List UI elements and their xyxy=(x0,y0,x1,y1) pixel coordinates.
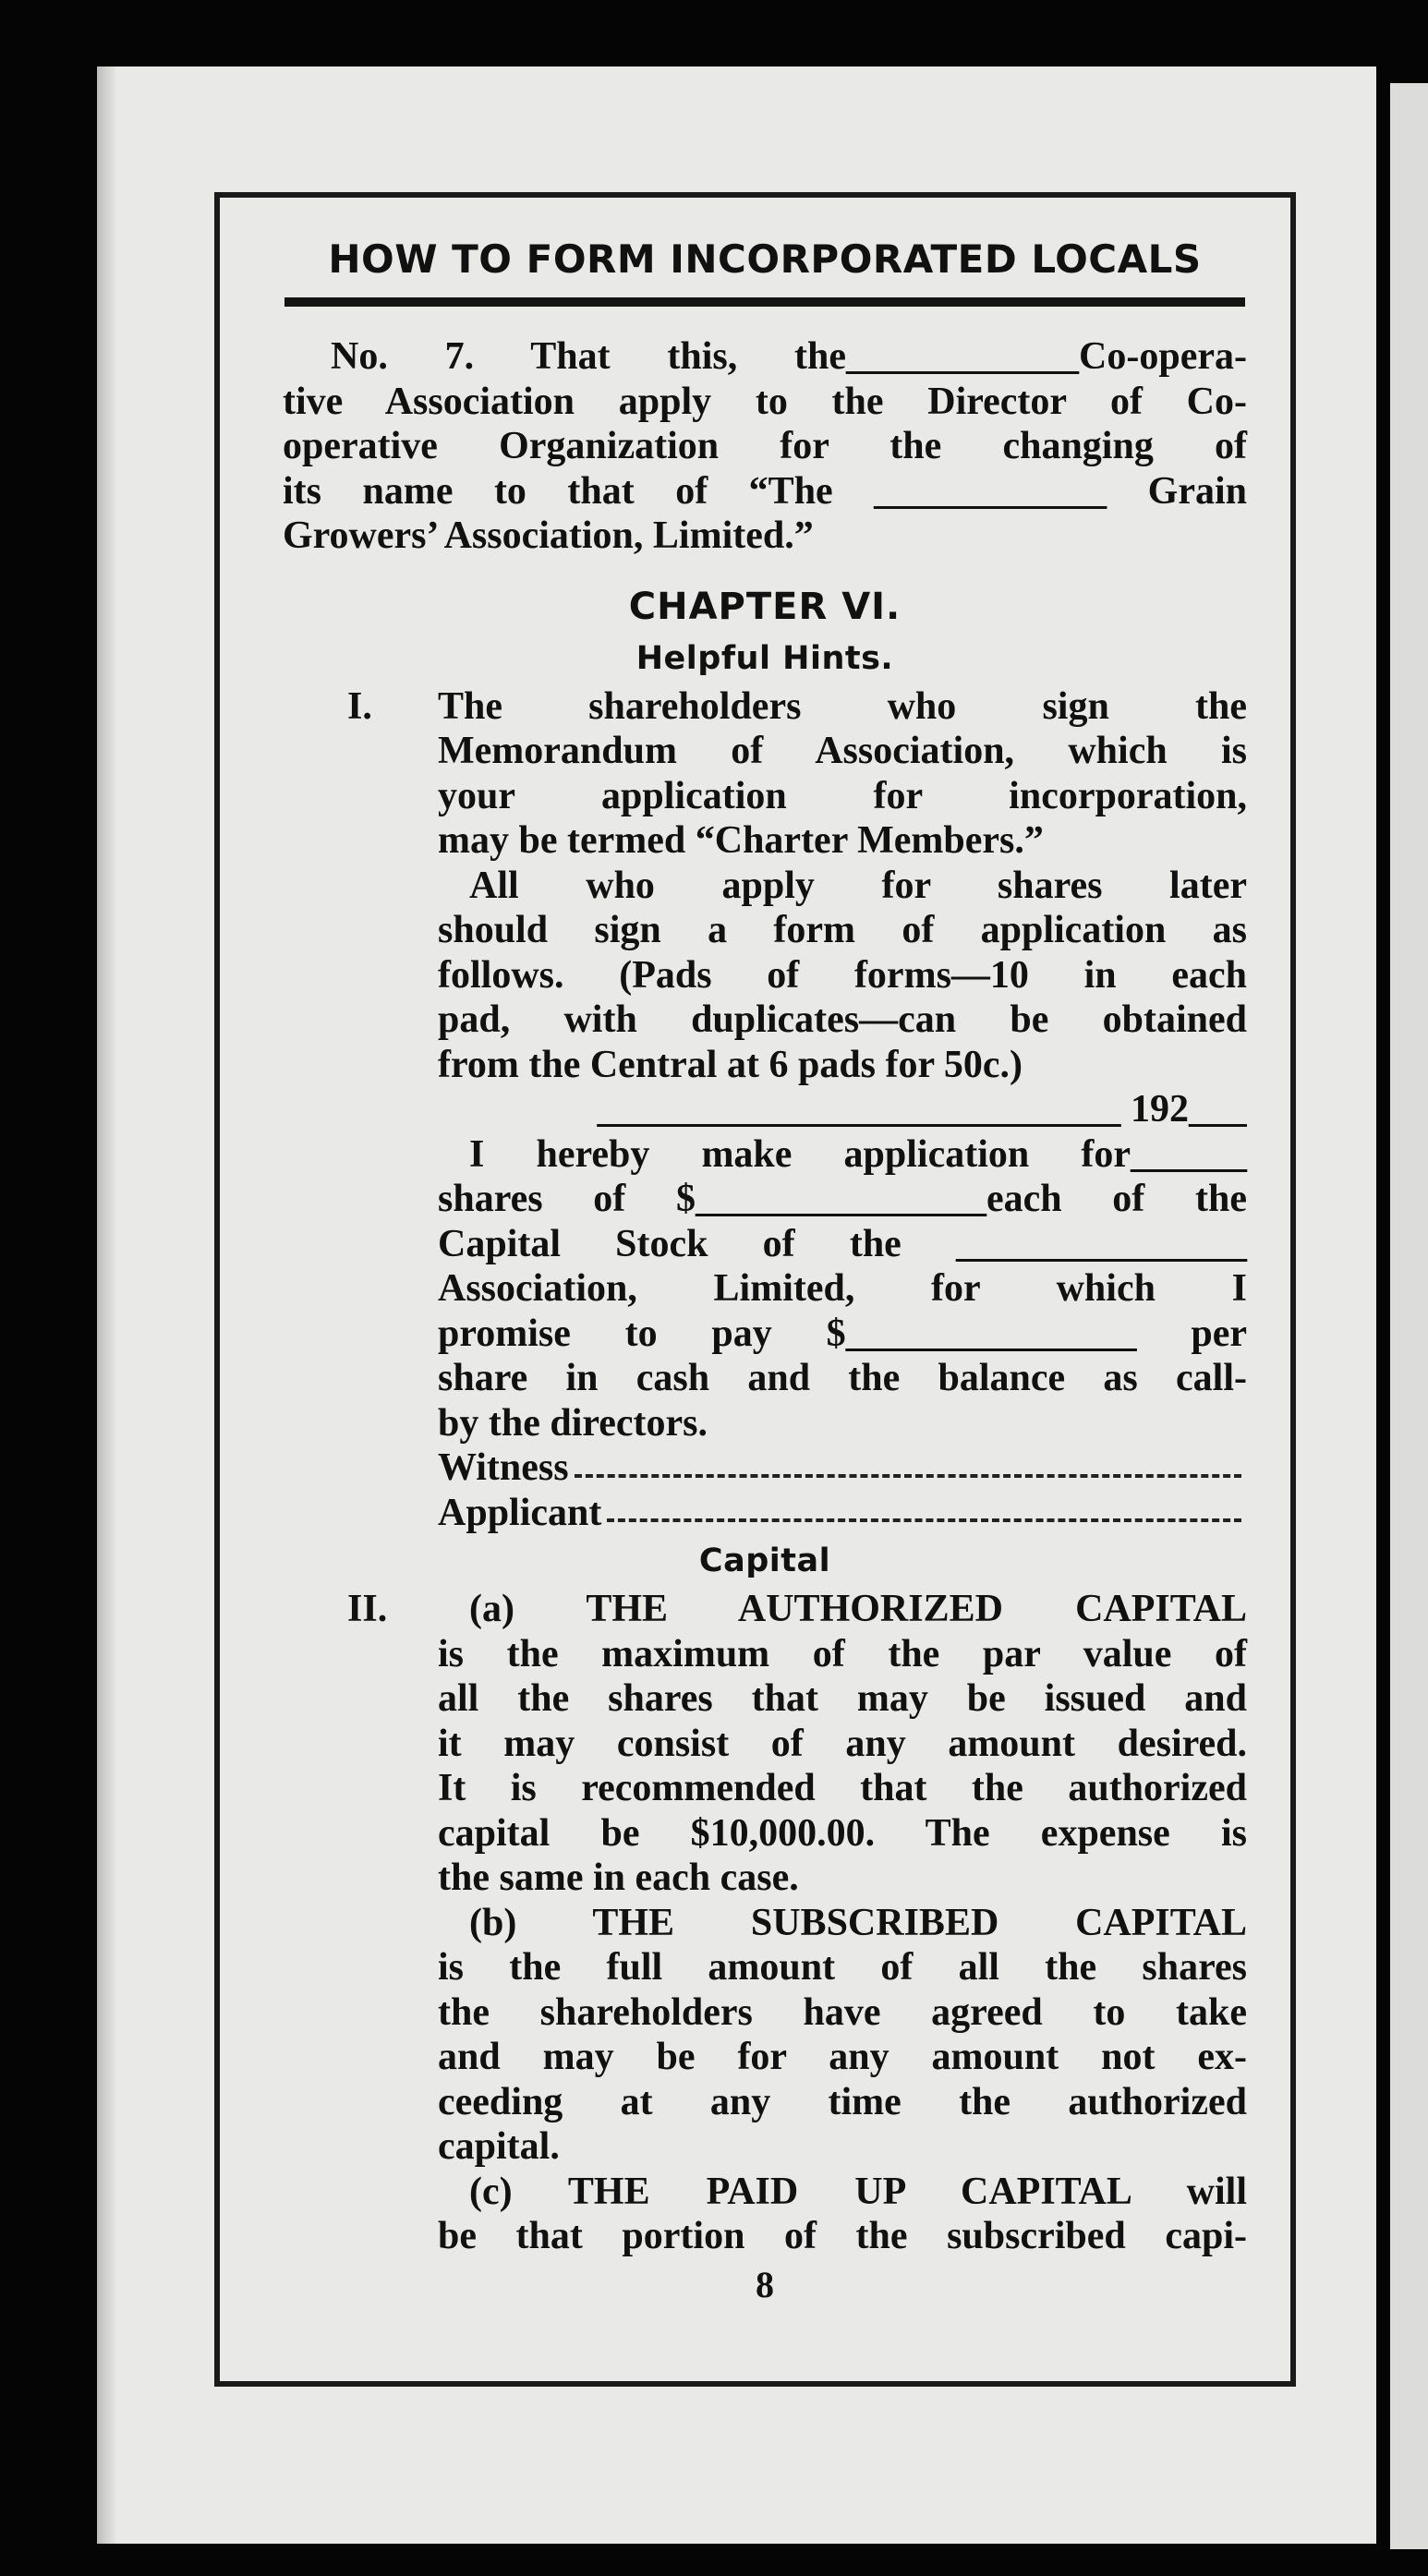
capital-heading: Capital xyxy=(698,1542,831,1579)
section-i xyxy=(283,684,1247,1536)
applicant-label: Applicant xyxy=(438,1491,602,1534)
facing-page-edge xyxy=(1390,83,1428,2549)
applicant-blank xyxy=(607,1491,1241,1523)
section-numeral: II. xyxy=(347,1588,388,1630)
subscribed-capital-paragraph xyxy=(438,1901,1247,2170)
text-line: operative Organization for the changing of xyxy=(283,425,1247,467)
text-line: follows. (Pads of forms—10 in each xyxy=(438,953,1247,997)
page-frame xyxy=(214,192,1296,2387)
text-line: from the Central at 6 pads for 50c.) xyxy=(438,1043,1023,1086)
text-line: It is recommended that the authorized xyxy=(438,1767,1247,1809)
form-line: share in cash and the balance as call- xyxy=(438,1357,1247,1399)
text-line: is the full amount of all the shares xyxy=(438,1946,1247,1989)
section-i-paragraph-1 xyxy=(438,684,1247,864)
authorized-capital-paragraph xyxy=(438,1587,1247,1901)
text-line: No. 7. That this, the____________Co-opera- xyxy=(331,335,1247,378)
application-form xyxy=(438,1087,1247,1535)
form-line: I hereby make application for______ xyxy=(469,1132,1247,1176)
text-line: The shareholders who sign the xyxy=(438,684,1247,728)
text-line: is the maximum of the par value of xyxy=(438,1632,1247,1675)
text-line: Memorandum of Association, which is xyxy=(438,730,1247,772)
chapter-subtitle: Helpful Hints. xyxy=(635,639,894,677)
text-line: be that portion of the subscribed capi- xyxy=(438,2215,1247,2257)
text-line: the shareholders have agreed to take xyxy=(438,1990,1247,2034)
form-line: shares of $_______________each of the xyxy=(438,1178,1247,1220)
text-line: (b) THE SUBSCRIBED CAPITAL xyxy=(469,1901,1247,1944)
section-i-paragraph-2 xyxy=(438,864,1247,1088)
text-line: all the shares that may be issued and xyxy=(438,1677,1247,1720)
paid-up-capital-paragraph xyxy=(438,2170,1247,2259)
text-line: it may consist of any amount desired. xyxy=(438,1722,1247,1765)
header-rule xyxy=(284,297,1245,307)
text-line: ceeding at any time the authorized xyxy=(438,2080,1247,2123)
chapter-title: CHAPTER VI. xyxy=(628,585,902,628)
intro-paragraph xyxy=(283,334,1247,559)
text-line: All who apply for shares later xyxy=(469,864,1247,907)
form-line: by the directors. xyxy=(438,1401,708,1445)
witness-line xyxy=(438,1445,1247,1491)
text-line: capital be $10,000.00. The expense is xyxy=(438,1811,1247,1855)
text-line: Growers’ Association, Limited.” xyxy=(283,514,814,557)
running-head: HOW TO FORM INCORPORATED LOCALS xyxy=(328,236,1202,282)
form-line: Association, Limited, for which I xyxy=(438,1267,1247,1310)
witness-label: Witness xyxy=(438,1446,569,1489)
text-line: capital. xyxy=(438,2125,560,2168)
text-line: may be termed “Charter Members.” xyxy=(438,819,1044,862)
applicant-line xyxy=(438,1491,1247,1536)
text-line: (c) THE PAID UP CAPITAL will xyxy=(469,2170,1247,2213)
text-line: tive Association apply to the Director of Co- xyxy=(283,380,1247,423)
form-line: Capital Stock of the _______________ xyxy=(438,1222,1247,1265)
text-line: pad, with duplicates—can be obtained xyxy=(438,998,1247,1041)
text-line: (a) THE AUTHORIZED CAPITAL xyxy=(469,1588,1247,1630)
witness-blank xyxy=(575,1445,1241,1478)
section-ii xyxy=(283,1587,1247,2259)
page-header xyxy=(284,236,1245,292)
form-date-line: ___________________________ 192___ xyxy=(597,1088,1247,1131)
form-line: promise to pay $_______________ per xyxy=(438,1312,1247,1355)
text-line: and may be for any amount not ex- xyxy=(438,2036,1247,2078)
page-body xyxy=(283,334,1247,2307)
page-number: 8 xyxy=(756,2263,774,2305)
text-line: your application for incorporation, xyxy=(438,774,1247,817)
section-numeral: I. xyxy=(347,684,372,728)
text-line: the same in each case. xyxy=(438,1856,799,1899)
text-line: should sign a form of application as xyxy=(438,909,1247,951)
text-line: its name to that of “The ____________ Grain xyxy=(283,469,1247,513)
